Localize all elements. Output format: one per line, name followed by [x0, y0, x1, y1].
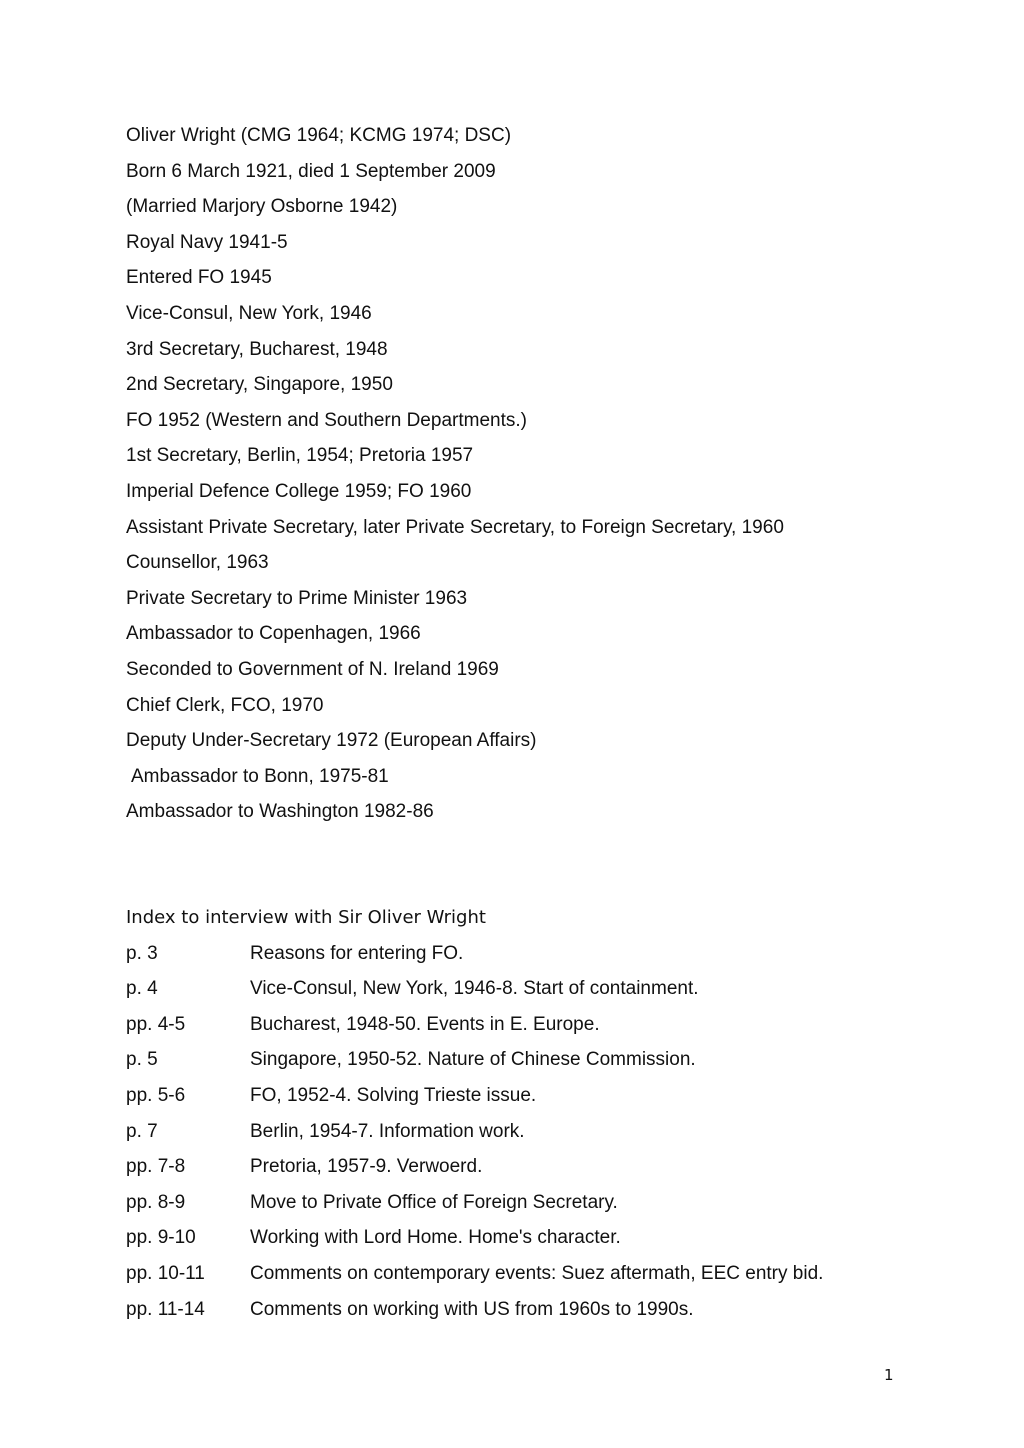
bio-line: 1st Secretary, Berlin, 1954; Pretoria 1957 [126, 445, 474, 467]
bio-line: 3rd Secretary, Bucharest, 1948 [126, 338, 388, 360]
index-page-ref: p. 5 [126, 1049, 158, 1071]
index-row [126, 971, 946, 1007]
bio-line: Vice-Consul, New York, 1946 [126, 302, 372, 324]
index-row [126, 1007, 946, 1043]
index-description: Bucharest, 1948-50. Events in E. Europe. [250, 1013, 600, 1035]
bio-heading: Oliver Wright (CMG 1964; KCMG 1974; DSC) [126, 125, 512, 146]
bio-line: Deputy Under-Secretary 1972 (European Affairs) [126, 730, 537, 752]
index-description: Vice-Consul, New York, 1946-8. Start of containment. [250, 978, 699, 1000]
bio-line: Ambassador to Washington 1982-86 [126, 801, 434, 823]
index-row [126, 1149, 946, 1185]
bio-line: Imperial Defence College 1959; FO 1960 [126, 480, 472, 502]
index-page-ref: pp. 5-6 [126, 1084, 186, 1106]
bio-line: Born 6 March 1921, died 1 September 2009 [126, 160, 496, 182]
index-page-ref: pp. 10-11 [126, 1262, 205, 1284]
index-description: Working with Lord Home. Home's character. [250, 1227, 621, 1249]
index-page-ref: pp. 8-9 [126, 1191, 186, 1213]
index-title: Index to interview with Sir Oliver Wright [126, 907, 486, 928]
index-page-ref: p. 7 [126, 1120, 158, 1142]
bio-line: Ambassador to Bonn, 1975-81 [131, 765, 389, 787]
index-row [126, 1114, 946, 1150]
bio-line: Entered FO 1945 [126, 267, 272, 289]
bio-line: Counsellor, 1963 [126, 552, 269, 574]
bio-line: Assistant Private Secretary, later Private Secretary, to Foreign Secretary, 1960 [126, 516, 784, 538]
bio-line: Private Secretary to Prime Minister 1963 [126, 587, 468, 609]
interview-index-section [126, 900, 946, 1327]
index-page-ref: p. 4 [126, 978, 158, 1000]
index-page-ref: pp. 11-14 [126, 1298, 205, 1320]
index-row [126, 936, 946, 972]
index-row [126, 1078, 946, 1114]
bio-line: FO 1952 (Western and Southern Departments.) [126, 409, 527, 431]
index-description: Move to Private Office of Foreign Secretary. [250, 1191, 618, 1213]
bio-line: Royal Navy 1941-5 [126, 231, 288, 253]
biography-section [126, 118, 926, 830]
bio-line: 2nd Secretary, Singapore, 1950 [126, 374, 393, 396]
index-page-ref: pp. 7-8 [126, 1156, 186, 1178]
index-description: Berlin, 1954-7. Information work. [250, 1120, 525, 1142]
index-row [126, 1292, 946, 1328]
index-page-ref: pp. 4-5 [126, 1013, 186, 1035]
index-row [126, 1185, 946, 1221]
index-row [126, 1042, 946, 1078]
bio-line: Chief Clerk, FCO, 1970 [126, 694, 324, 716]
bio-line: (Married Marjory Osborne 1942) [126, 196, 398, 218]
index-row [126, 1220, 946, 1256]
index-description: Pretoria, 1957-9. Verwoerd. [250, 1156, 483, 1178]
index-page-ref: p. 3 [126, 942, 158, 964]
page-number: 1 [884, 1366, 894, 1384]
index-description: Comments on working with US from 1960s to 1990s. [250, 1298, 694, 1320]
bio-line: Ambassador to Copenhagen, 1966 [126, 623, 421, 645]
index-description: Comments on contemporary events: Suez aftermath, EEC entry bid. [250, 1262, 824, 1284]
index-description: Reasons for entering FO. [250, 942, 464, 964]
index-page-ref: pp. 9-10 [126, 1227, 196, 1249]
bio-line: Seconded to Government of N. Ireland 1969 [126, 658, 499, 680]
index-description: Singapore, 1950-52. Nature of Chinese Commission. [250, 1049, 696, 1071]
index-description: FO, 1952-4. Solving Trieste issue. [250, 1084, 537, 1106]
index-row [126, 1256, 946, 1292]
